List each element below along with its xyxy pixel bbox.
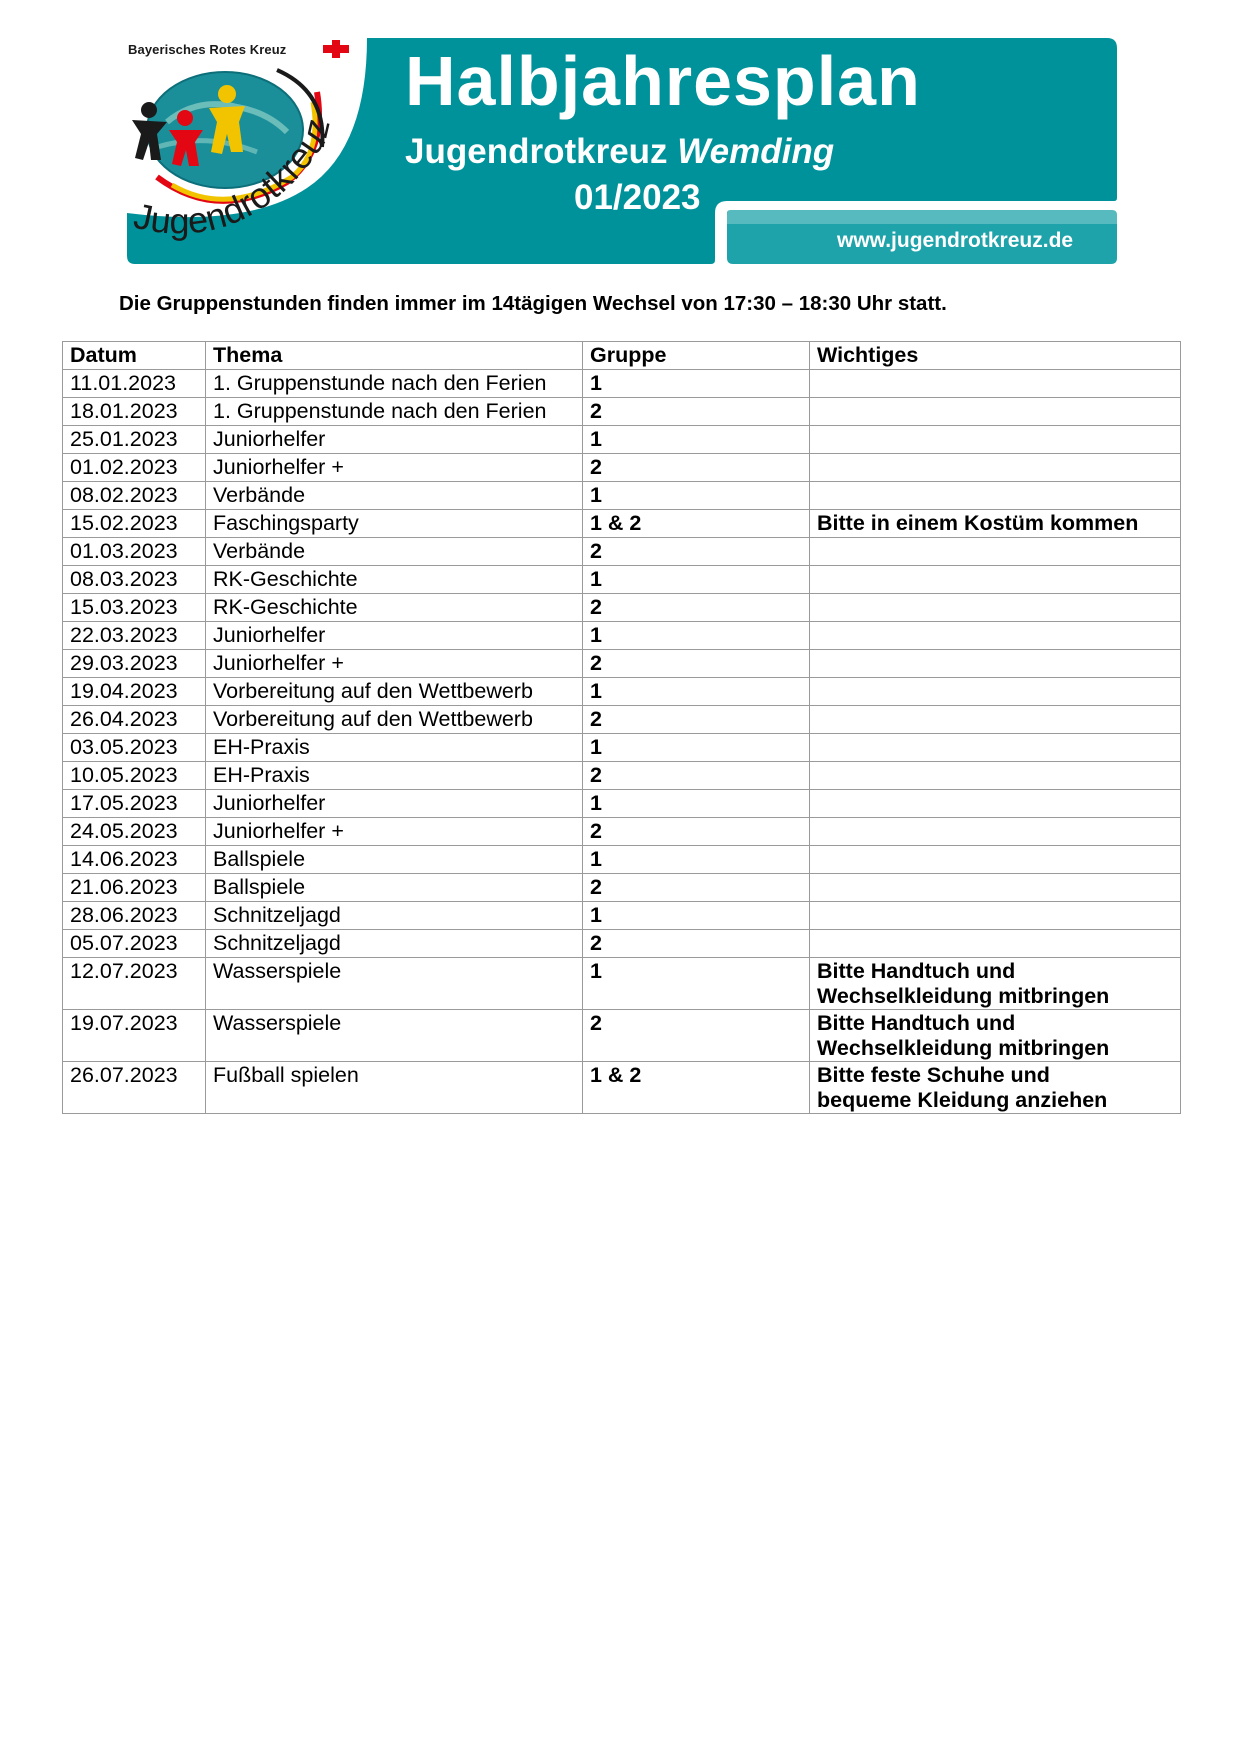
subtitle-location: Wemding bbox=[677, 132, 835, 171]
table-row bbox=[63, 706, 1181, 734]
wichtiges-line: bequeme Kleidung anziehen bbox=[817, 1088, 1108, 1112]
cell-datum: 25.01.2023 bbox=[63, 426, 206, 454]
cell-datum: 26.04.2023 bbox=[63, 706, 206, 734]
cell-datum: 10.05.2023 bbox=[63, 762, 206, 790]
cell-wichtiges bbox=[810, 482, 1181, 510]
cell-gruppe: 2 bbox=[583, 454, 810, 482]
cell-thema: Ballspiele bbox=[206, 846, 583, 874]
cell-thema: Wasserspiele bbox=[206, 1010, 583, 1062]
table-row bbox=[63, 426, 1181, 454]
cell-thema: Vorbereitung auf den Wettbewerb bbox=[206, 678, 583, 706]
column-header-gruppe: Gruppe bbox=[583, 342, 810, 370]
table-row bbox=[63, 650, 1181, 678]
table-row bbox=[63, 454, 1181, 482]
cell-wichtiges bbox=[810, 454, 1181, 482]
cell-gruppe: 1 bbox=[583, 566, 810, 594]
cell-gruppe: 2 bbox=[583, 650, 810, 678]
cell-gruppe: 2 bbox=[583, 538, 810, 566]
cell-datum: 29.03.2023 bbox=[63, 650, 206, 678]
cell-wichtiges bbox=[810, 566, 1181, 594]
cell-wichtiges: Bitte in einem Kostüm kommen bbox=[810, 510, 1181, 538]
cell-gruppe: 1 bbox=[583, 426, 810, 454]
table-body bbox=[63, 370, 1181, 1114]
cell-datum: 18.01.2023 bbox=[63, 398, 206, 426]
column-header-wichtiges: Wichtiges bbox=[810, 342, 1181, 370]
website-link[interactable]: www.jugendrotkreuz.de bbox=[837, 229, 1074, 252]
jugendrotkreuz-logo bbox=[127, 52, 367, 262]
cell-thema: EH-Praxis bbox=[206, 762, 583, 790]
cell-wichtiges bbox=[810, 1010, 1181, 1062]
page-title: Halbjahresplan bbox=[405, 42, 921, 120]
cell-gruppe: 1 bbox=[583, 370, 810, 398]
cell-thema: Juniorhelfer bbox=[206, 622, 583, 650]
cell-gruppe: 2 bbox=[583, 398, 810, 426]
table-row bbox=[63, 370, 1181, 398]
table-row bbox=[63, 902, 1181, 930]
cell-wichtiges bbox=[810, 426, 1181, 454]
table-row bbox=[63, 762, 1181, 790]
subtitle-main: Jugendrotkreuz bbox=[405, 132, 668, 171]
header-banner bbox=[127, 38, 1117, 264]
table-row bbox=[63, 930, 1181, 958]
table-row bbox=[63, 818, 1181, 846]
table-row bbox=[63, 846, 1181, 874]
cell-datum: 24.05.2023 bbox=[63, 818, 206, 846]
cell-wichtiges bbox=[810, 902, 1181, 930]
cell-datum: 11.01.2023 bbox=[63, 370, 206, 398]
table-row bbox=[63, 1062, 1181, 1114]
cell-gruppe: 1 bbox=[583, 790, 810, 818]
table-row bbox=[63, 1010, 1181, 1062]
cell-gruppe: 2 bbox=[583, 930, 810, 958]
cell-thema: Verbände bbox=[206, 482, 583, 510]
cell-thema: Juniorhelfer + bbox=[206, 818, 583, 846]
table-row bbox=[63, 734, 1181, 762]
cell-gruppe: 2 bbox=[583, 818, 810, 846]
cell-datum: 19.04.2023 bbox=[63, 678, 206, 706]
cell-wichtiges bbox=[810, 622, 1181, 650]
cell-datum: 08.03.2023 bbox=[63, 566, 206, 594]
table-row bbox=[63, 958, 1181, 1010]
cell-gruppe: 1 bbox=[583, 958, 810, 1010]
cell-thema: Schnitzeljagd bbox=[206, 930, 583, 958]
cell-wichtiges bbox=[810, 538, 1181, 566]
cell-wichtiges bbox=[810, 846, 1181, 874]
cell-wichtiges bbox=[810, 930, 1181, 958]
cell-wichtiges bbox=[810, 874, 1181, 902]
cell-thema: Juniorhelfer + bbox=[206, 650, 583, 678]
cell-datum: 15.02.2023 bbox=[63, 510, 206, 538]
cell-thema: Juniorhelfer + bbox=[206, 454, 583, 482]
table-row bbox=[63, 622, 1181, 650]
table-row bbox=[63, 482, 1181, 510]
cell-datum: 03.05.2023 bbox=[63, 734, 206, 762]
cell-thema: Schnitzeljagd bbox=[206, 902, 583, 930]
cell-gruppe: 1 & 2 bbox=[583, 510, 810, 538]
cell-gruppe: 2 bbox=[583, 874, 810, 902]
schedule-table bbox=[62, 341, 1181, 1114]
cell-wichtiges bbox=[810, 818, 1181, 846]
page-subtitle bbox=[405, 134, 834, 169]
cell-datum: 14.06.2023 bbox=[63, 846, 206, 874]
table-row bbox=[63, 566, 1181, 594]
cell-gruppe: 1 & 2 bbox=[583, 1062, 810, 1114]
wichtiges-line: Bitte Handtuch und bbox=[817, 959, 1016, 983]
cell-wichtiges bbox=[810, 678, 1181, 706]
cell-datum: 17.05.2023 bbox=[63, 790, 206, 818]
cell-wichtiges bbox=[810, 790, 1181, 818]
cell-thema: Ballspiele bbox=[206, 874, 583, 902]
table-row bbox=[63, 510, 1181, 538]
cell-gruppe: 1 bbox=[583, 622, 810, 650]
cell-wichtiges bbox=[810, 398, 1181, 426]
cell-wichtiges bbox=[810, 650, 1181, 678]
cell-wichtiges bbox=[810, 1062, 1181, 1114]
cell-thema: EH-Praxis bbox=[206, 734, 583, 762]
cell-wichtiges bbox=[810, 734, 1181, 762]
wichtiges-line: Wechselkleidung mitbringen bbox=[817, 984, 1110, 1008]
cell-gruppe: 2 bbox=[583, 706, 810, 734]
cell-datum: 28.06.2023 bbox=[63, 902, 206, 930]
logo-wordmark: Jugendrotkreuz bbox=[130, 114, 338, 242]
cell-thema: Juniorhelfer bbox=[206, 790, 583, 818]
cell-datum: 22.03.2023 bbox=[63, 622, 206, 650]
cell-thema: RK-Geschichte bbox=[206, 566, 583, 594]
period-label: 01/2023 bbox=[574, 178, 701, 217]
cell-datum: 01.02.2023 bbox=[63, 454, 206, 482]
cell-datum: 01.03.2023 bbox=[63, 538, 206, 566]
table-row bbox=[63, 874, 1181, 902]
cell-thema: RK-Geschichte bbox=[206, 594, 583, 622]
cell-datum: 05.07.2023 bbox=[63, 930, 206, 958]
cell-thema: Faschingsparty bbox=[206, 510, 583, 538]
intro-text: Die Gruppenstunden finden immer im 14tägigen Wechsel von 17:30 – 18:30 Uhr statt. bbox=[119, 292, 947, 315]
cell-thema: Verbände bbox=[206, 538, 583, 566]
wichtiges-line: Bitte feste Schuhe und bbox=[817, 1063, 1050, 1087]
table-row bbox=[63, 678, 1181, 706]
organization-name: Bayerisches Rotes Kreuz bbox=[128, 42, 287, 57]
cell-wichtiges bbox=[810, 594, 1181, 622]
wichtiges-line: Bitte Handtuch und bbox=[817, 1011, 1016, 1035]
cell-gruppe: 1 bbox=[583, 482, 810, 510]
column-header-thema: Thema bbox=[206, 342, 583, 370]
cell-wichtiges bbox=[810, 958, 1181, 1010]
cell-thema: 1. Gruppenstunde nach den Ferien bbox=[206, 370, 583, 398]
table-row bbox=[63, 538, 1181, 566]
cell-gruppe: 2 bbox=[583, 762, 810, 790]
table-row bbox=[63, 790, 1181, 818]
cell-thema: Fußball spielen bbox=[206, 1062, 583, 1114]
table-row bbox=[63, 594, 1181, 622]
cell-thema: Wasserspiele bbox=[206, 958, 583, 1010]
cell-datum: 19.07.2023 bbox=[63, 1010, 206, 1062]
cell-datum: 21.06.2023 bbox=[63, 874, 206, 902]
cell-datum: 12.07.2023 bbox=[63, 958, 206, 1010]
table-row bbox=[63, 398, 1181, 426]
wichtiges-line: Wechselkleidung mitbringen bbox=[817, 1036, 1110, 1060]
table-header-row bbox=[63, 342, 1181, 370]
cell-gruppe: 1 bbox=[583, 734, 810, 762]
cell-gruppe: 1 bbox=[583, 902, 810, 930]
cell-gruppe: 2 bbox=[583, 1010, 810, 1062]
cell-thema: Vorbereitung auf den Wettbewerb bbox=[206, 706, 583, 734]
cell-datum: 15.03.2023 bbox=[63, 594, 206, 622]
cell-gruppe: 1 bbox=[583, 846, 810, 874]
cell-datum: 26.07.2023 bbox=[63, 1062, 206, 1114]
cell-wichtiges bbox=[810, 370, 1181, 398]
cell-gruppe: 2 bbox=[583, 594, 810, 622]
column-header-datum: Datum bbox=[63, 342, 206, 370]
cell-datum: 08.02.2023 bbox=[63, 482, 206, 510]
cell-wichtiges bbox=[810, 762, 1181, 790]
cell-gruppe: 1 bbox=[583, 678, 810, 706]
cell-thema: 1. Gruppenstunde nach den Ferien bbox=[206, 398, 583, 426]
cell-thema: Juniorhelfer bbox=[206, 426, 583, 454]
cell-wichtiges bbox=[810, 706, 1181, 734]
